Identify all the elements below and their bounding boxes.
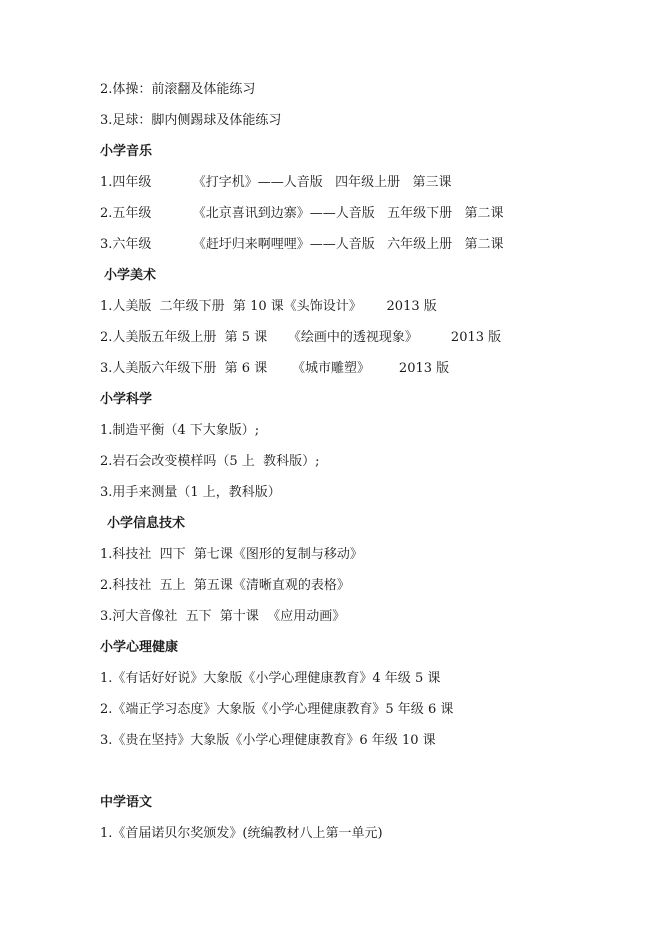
music-item-3: 3.六年级 《赶圩归来啊哩哩》——人音版 六年级上册 第二课 [100,237,504,252]
section-heading-chinese: 中学语文 [100,795,153,810]
psych-item-1: 1.《有话好好说》大象版《小学心理健康教育》4 年级 5 课 [100,671,441,686]
psych-item-3: 3.《贵在坚持》大象版《小学心理健康教育》6 年级 10 课 [100,733,436,748]
pe-item-2: 2.体操：前滚翻及体能练习 [100,82,256,97]
section-heading-art: 小学美术 [104,268,157,283]
art-item-3: 3.人美版六年级下册 第 6 课 《城市雕塑》 2013 版 [100,361,450,376]
it-item-2: 2.科技社 五上 第五课《清晰直观的表格》 [100,578,350,593]
section-heading-it: 小学信息技术 [107,516,186,531]
section-heading-music: 小学音乐 [100,144,153,159]
psych-item-2: 2.《端正学习态度》大象版《小学心理健康教育》5 年级 6 课 [100,702,454,717]
music-item-2: 2.五年级 《北京喜讯到边寨》——人音版 五年级下册 第二课 [100,206,504,221]
section-heading-psych: 小学心理健康 [100,640,179,655]
it-item-1: 1.科技社 四下 第七课《图形的复制与移动》 [100,547,363,562]
chinese-item-1: 1.《首届诺贝尔奖颁发》(统编教材八上第一单元) [100,826,383,841]
section-heading-science: 小学科学 [100,392,153,407]
science-item-2: 2.岩石会改变模样吗（5 上 教科版）; [100,454,320,469]
art-item-1: 1.人美版 二年级下册 第 10 课《头饰设计》 2013 版 [100,299,437,314]
pe-item-3: 3.足球：脚内侧踢球及体能练习 [100,113,282,128]
science-item-3: 3.用手来测量（1 上，教科版） [100,485,281,500]
it-item-3: 3.河大音像社 五下 第十课 《应用动画》 [100,609,346,624]
art-item-2: 2.人美版五年级上册 第 5 课 《绘画中的透视现象》 2013 版 [100,330,502,345]
music-item-1: 1.四年级 《打字机》——人音版 四年级上册 第三课 [100,175,452,190]
science-item-1: 1.制造平衡（4 下大象版）; [100,423,260,438]
